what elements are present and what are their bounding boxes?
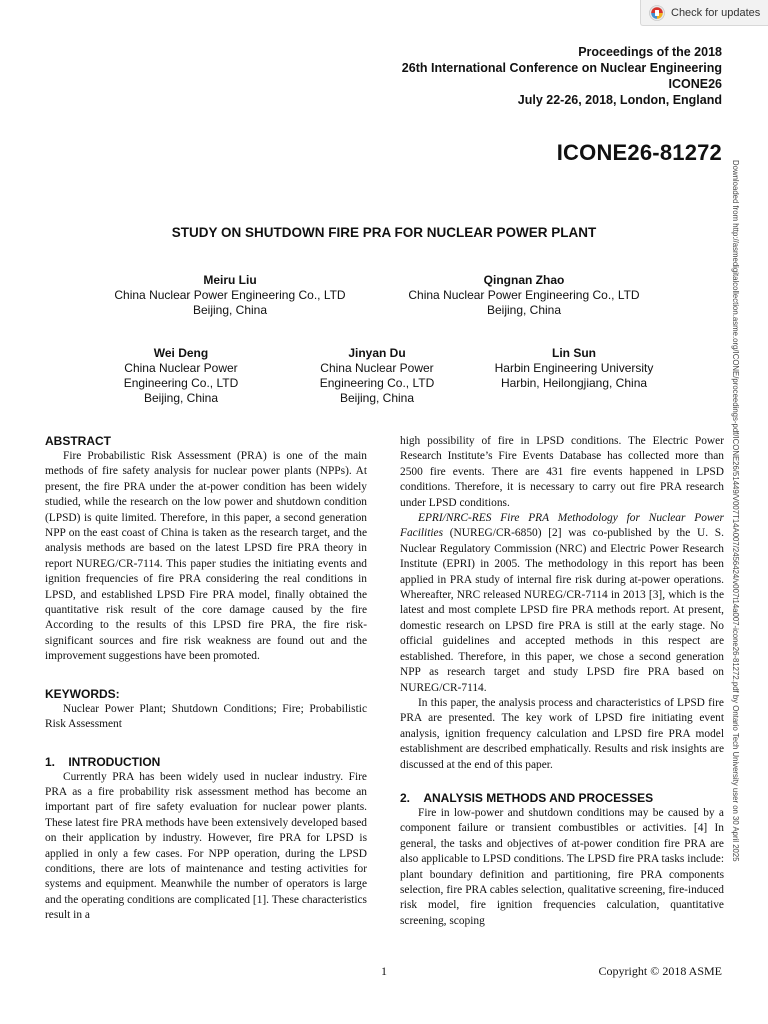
proceedings-line: Proceedings of the 2018 bbox=[578, 45, 722, 59]
author-name: Jinyan Du bbox=[348, 346, 406, 360]
author-affiliation: China Nuclear Power Engineering Co., LTD bbox=[408, 288, 640, 302]
check-for-updates-badge[interactable] bbox=[640, 0, 768, 26]
author-block bbox=[394, 273, 654, 318]
author-affiliation: China Nuclear Power bbox=[124, 361, 238, 375]
author-location: Beijing, China bbox=[486, 303, 562, 317]
proceedings-header bbox=[402, 44, 722, 108]
section-2-heading: 2. ANALYSIS METHODS AND PROCESSES bbox=[400, 790, 654, 805]
paragraph: In this paper, the analysis process and characteristics of LPSD fire PRA are presented. The key work of LPSD fire initiating event analysis, ignition frequency calculation and LPSD fire PRA model establishment are described emphatically. Results and risk insights are discussed at the end of this paper. bbox=[400, 696, 724, 771]
author-affiliation: Harbin Engineering University bbox=[494, 361, 654, 375]
paragraph-text: (NUREG/CR-6850) [2] was co-published by the U. S. Nuclear Regulatory Commission (NRC) and Electric Power Research Institute (EPRI) in 2005. The methodology in this report has been applied in PRA study of internal fire risk during at-power operations. Whereafter, NRC released NUREG/CR-7114 in 2013 [3], which is the latest and most complete LPSD fire PRA methods report. At present, domestic research on LPSD fire PRA is still at the early stage. No official guidelines and accepted methods in this respect are established. Therefore, in this paper, we chose a second generation NPP as research target and study LPSD fire PRA based on NUREG/CR-7114. bbox=[400, 527, 724, 694]
author-name: Wei Deng bbox=[153, 346, 209, 360]
author-name: Meiru Liu bbox=[203, 273, 257, 287]
author-affiliation: Engineering Co., LTD bbox=[319, 376, 435, 390]
keywords-heading: KEYWORDS: bbox=[45, 686, 120, 701]
intro-heading: 1. INTRODUCTION bbox=[45, 754, 161, 769]
author-affiliation: China Nuclear Power bbox=[320, 361, 434, 375]
abstract-heading: ABSTRACT bbox=[45, 434, 111, 448]
left-column bbox=[45, 434, 367, 924]
keywords-text: Nuclear Power Plant; Shutdown Conditions; Fire; Probabilistic Risk Assessment bbox=[45, 702, 367, 731]
author-block bbox=[106, 346, 256, 406]
paper-id: ICONE26-81272 bbox=[556, 140, 722, 165]
author-name: Lin Sun bbox=[552, 346, 596, 360]
author-location: Beijing, China bbox=[339, 391, 415, 405]
crossmark-icon bbox=[649, 5, 665, 21]
author-block bbox=[100, 273, 360, 318]
intro-text: Currently PRA has been widely used in nuclear industry. Fire PRA as a fire probability risk assessment method has become an important part of fire safety evaluation for nuclear power plants. These latest fire PRA methods have been extensively developed based on their application by industry. However, fire PRA for LPSD is applied in only a few cases. For NPP operation, during the LPSD conditions, there are lots of maintenance and testing activities for systems and equipment. Meanwhile the number of operators is large and the operating conditions are complicated [1]. These characteristics result in a bbox=[45, 770, 367, 922]
author-location: Harbin, Heilongjiang, China bbox=[500, 376, 648, 390]
paragraph bbox=[400, 511, 724, 696]
author-location: Beijing, China bbox=[192, 303, 268, 317]
right-column bbox=[400, 434, 724, 929]
author-block bbox=[302, 346, 452, 406]
author-name: Qingnan Zhao bbox=[483, 273, 565, 287]
download-notice-text: Downloaded from http://asmedigitalcollection.asme.org/ICONE/proceedings-pdf/ICONE26/51449/V007T14A007/2456424/v007t14a007-icone26-81272.pdf by Ontario Tech University user on 30 April 2025 bbox=[731, 160, 740, 862]
paragraph: Fire in low-power and shutdown conditions may be caused by a component failure or transient combustibles or activities. [4] In general, the tasks and objectives of at-power condition fire PRA are also applicable to LPSD conditions. The LPSD fire PRA tasks include: plant boundary definition and partitioning, fire PRA components selection, fire PRA cables selection, qualitative screening, fire-induced risk model, fire ignition frequencies calculation, quantitative screening, scoping bbox=[400, 806, 724, 927]
author-affiliation: China Nuclear Power Engineering Co., LTD bbox=[114, 288, 346, 302]
reference-title: EPRI/NRC-RES Fire PRA Methodology for Nuclear Power Facilities bbox=[400, 512, 724, 540]
copyright: Copyright © 2018 ASME bbox=[598, 964, 722, 978]
author-block bbox=[474, 346, 674, 391]
check-for-updates-label: Check for updates bbox=[671, 6, 761, 19]
author-affiliation: Engineering Co., LTD bbox=[123, 376, 239, 390]
proceedings-line: July 22-26, 2018, London, England bbox=[517, 93, 722, 107]
author-location: Beijing, China bbox=[143, 391, 219, 405]
abstract-text: Fire Probabilistic Risk Assessment (PRA) is one of the main methods of fire safety analysis for nuclear power plants (NPPs). At present, the fire PRA under the at-power condition has been widely studied, while the research on the low power and shutdown condition (LPSD) is quite limited. Therefore, in this paper, a second generation NPP on the east coast of China is taken as the research target, and the analysis methods are based on the latest LPSD fire PRA theory in report NUREG/CR-7114. This paper studies the initiating events and ignition frequencies of fire PRA considering the real conditions in LPSD, and established LPSD Fire PRA model, finally obtained the quantitative risk result of the core damage caused by the fire According to the results of this LPSD fire PRA, the fire risk-significant sources and fire risk weakness are found out and the improvement suggestions have been promoted. bbox=[45, 450, 367, 663]
proceedings-line: ICONE26 bbox=[668, 77, 722, 91]
download-notice bbox=[728, 160, 750, 1000]
page-number: 1 bbox=[381, 964, 387, 978]
paper-title: STUDY ON SHUTDOWN FIRE PRA FOR NUCLEAR POWER PLANT bbox=[171, 225, 597, 240]
paragraph: high possibility of fire in LPSD conditions. The Electric Power Research Institute’s Fire Events Database has collected more than 2500 fire events. There are 431 fire events happened in LPSD conditions. Therefore, it is necessary to carry out fire PRA research under LPSD conditions. bbox=[400, 435, 724, 509]
proceedings-line: 26th International Conference on Nuclear Engineering bbox=[401, 61, 722, 75]
